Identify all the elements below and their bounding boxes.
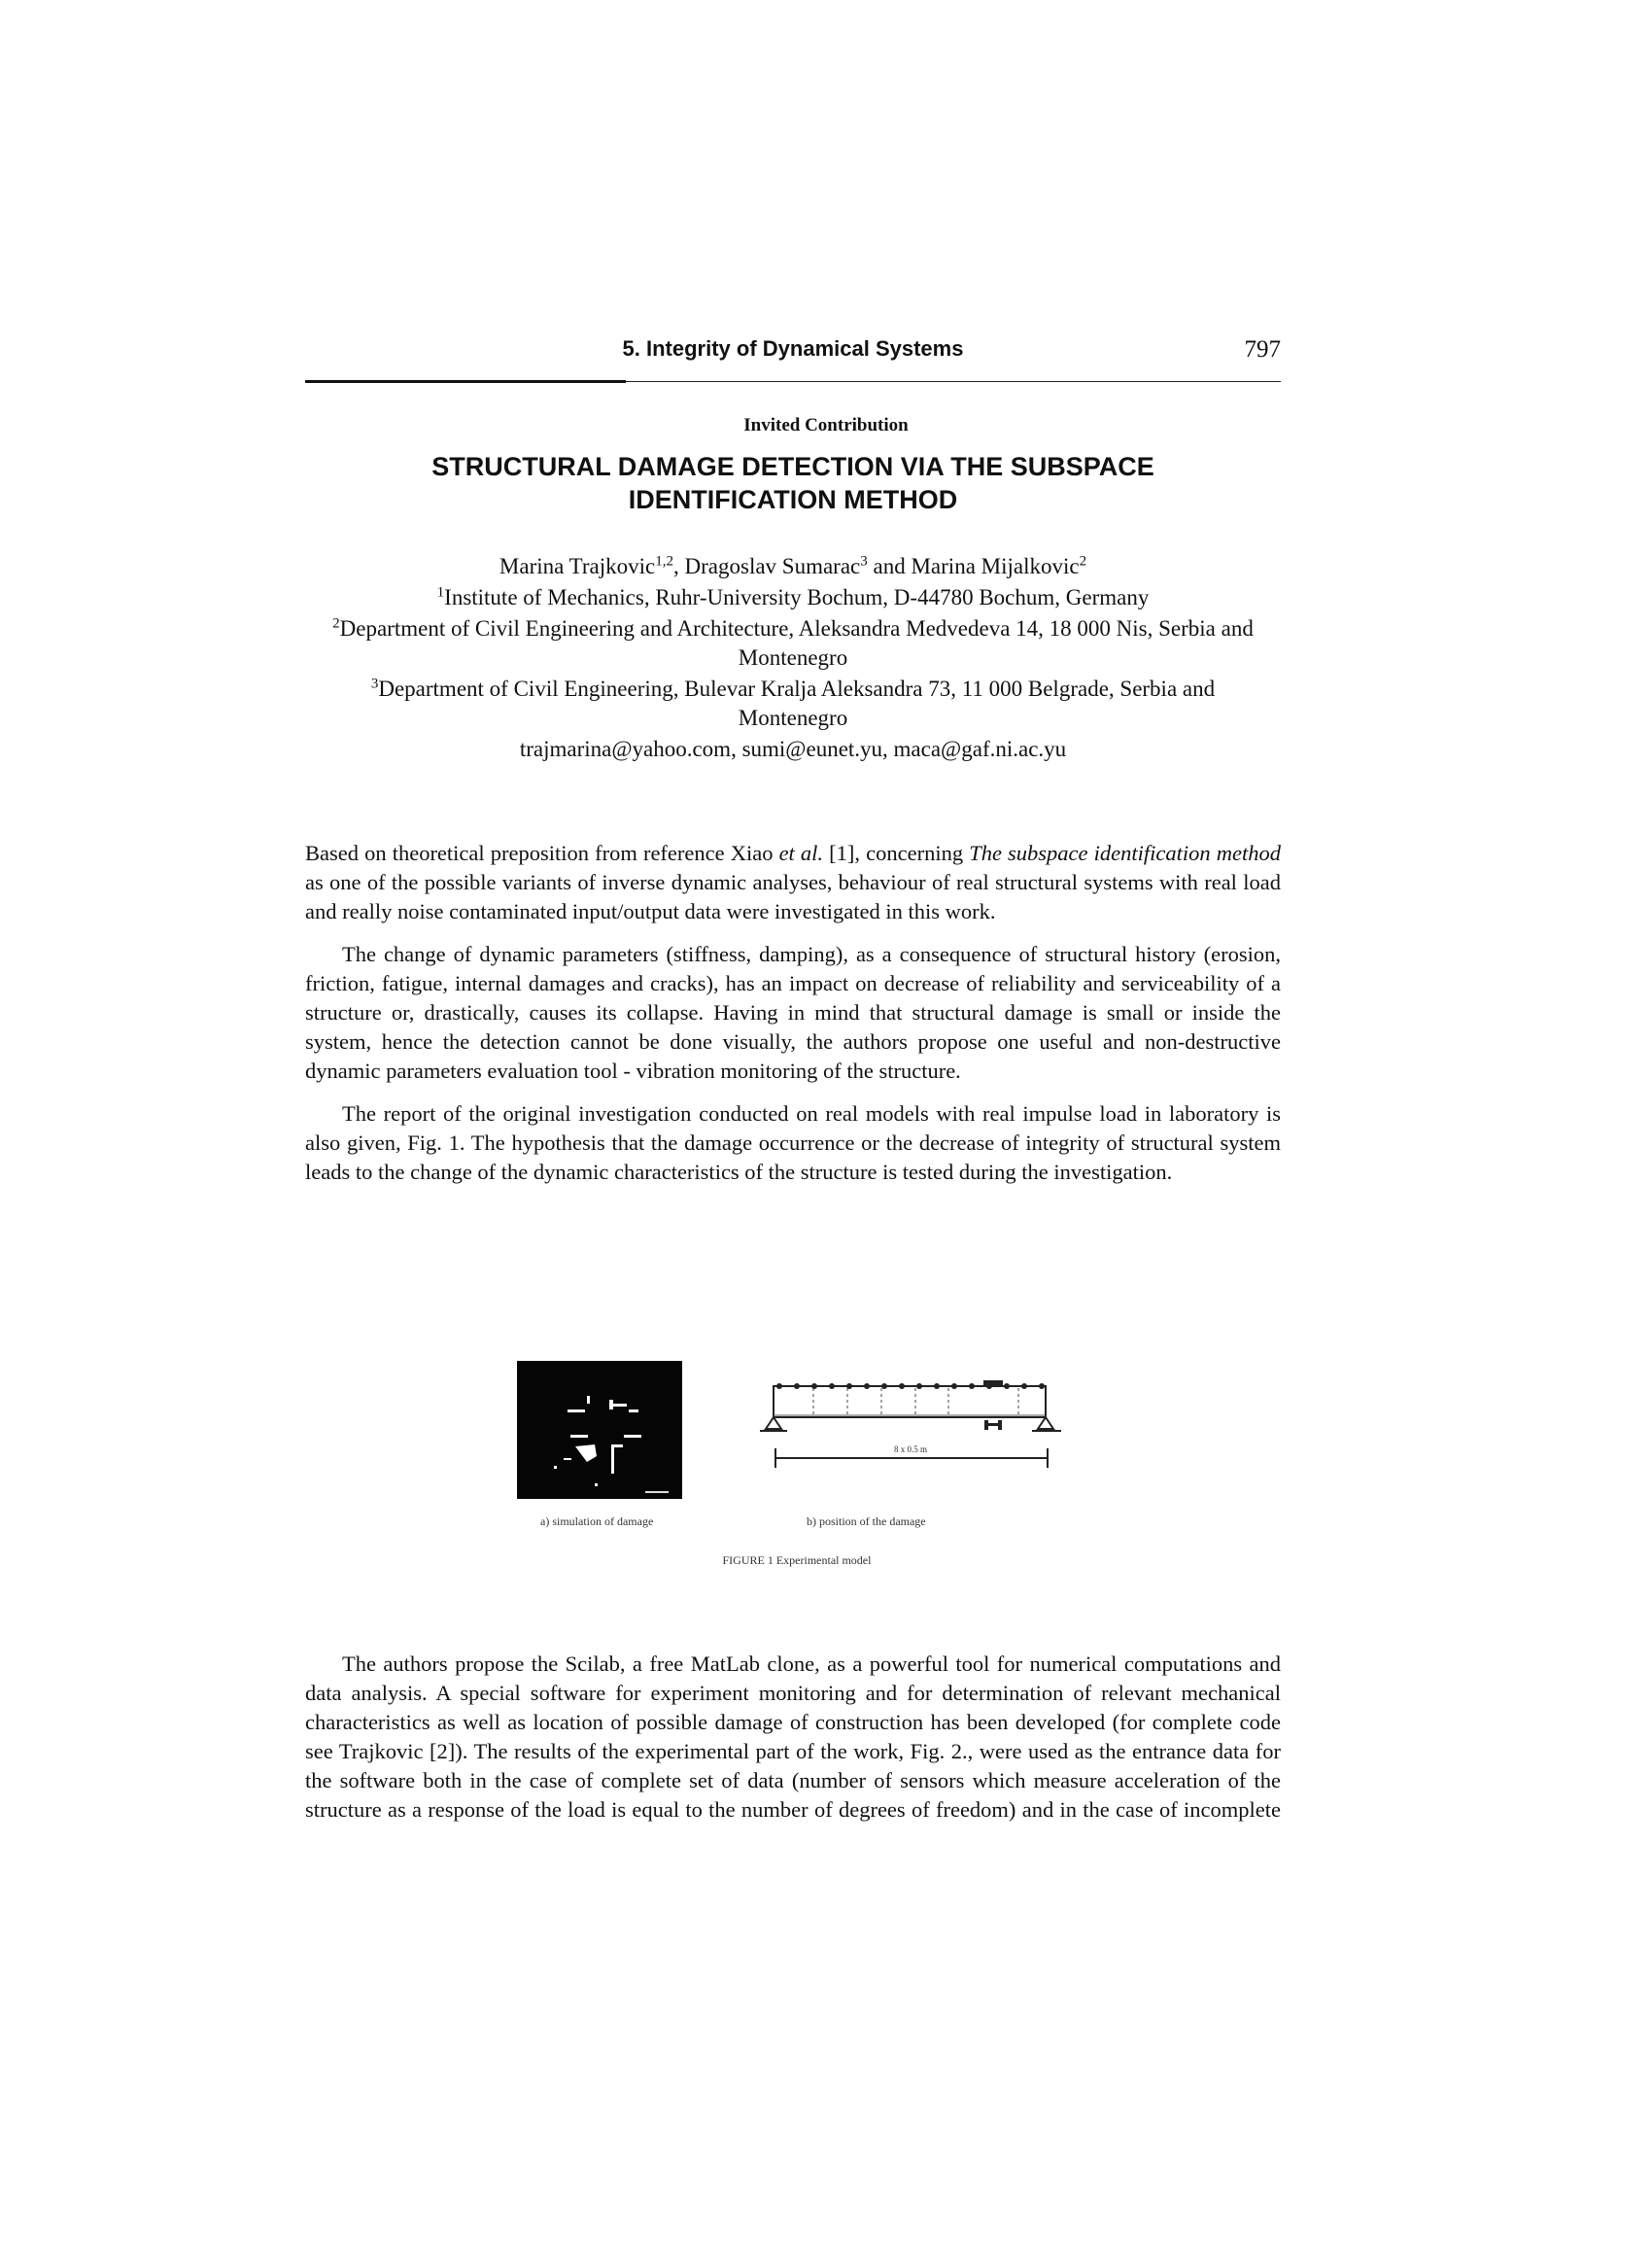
figure-1 (515, 1359, 1079, 1592)
affiliation-2 (305, 614, 1281, 673)
damage-simulation-photo (517, 1361, 682, 1499)
author-affil-sup: 2 (1079, 553, 1087, 570)
affiliation-sup: 1 (436, 584, 445, 601)
author-block (305, 552, 1281, 766)
running-title: 5. Integrity of Dynamical Systems (622, 336, 964, 361)
beam-drawing (758, 1367, 1079, 1483)
affiliation-text: Department of Civil Engineering and Architecture, Aleksandra Medvedeva 14, 18 000 Nis, Serbia and Montenegro (339, 616, 1254, 670)
affiliation-sup: 2 (332, 615, 340, 632)
header-rule-thick (305, 380, 626, 383)
text-run-italic: et al. (778, 841, 824, 865)
paragraph-4: The authors propose the Scilab, a free MatLab clone, as a powerful tool for numerical computations and data analysis. A special software for experiment monitoring and for determination of relevant mechanical characteristics as well as location of possible damage of construction has been developed (for complete code see Trajkovic [2]). The results of the experimental part of the work, Fig. 2., were used as the entrance data for the software both in the case of complete set of data (number of sensors which measure acceleration of the structure as a response of the load is equal to the number of degrees of freedom) and in the case of incomplete (305, 1652, 1281, 1822)
affiliation-1 (305, 583, 1281, 612)
affiliation-text: Department of Civil Engineering, Bulevar Kralja Aleksandra 73, 11 000 Belgrade, Serbia and Montenegro (378, 677, 1216, 730)
beam-diagram (758, 1367, 1079, 1483)
paragraph-1 (305, 839, 1281, 926)
affiliation-sup: 3 (370, 676, 379, 692)
author-separator: and (867, 554, 912, 578)
author-affil-sup: 1,2 (655, 553, 674, 570)
title-line-2: IDENTIFICATION METHOD (628, 485, 958, 514)
text-run-italic: The subspace identification method (969, 841, 1281, 865)
text-run: [1], concerning (823, 841, 970, 865)
author-affil-sup: 3 (860, 553, 868, 570)
author-list (305, 552, 1281, 581)
photo-image (517, 1361, 682, 1499)
author-name: Dragoslav Sumarac (684, 554, 861, 578)
affiliation-3 (305, 675, 1281, 733)
article-title (305, 450, 1281, 516)
page-number: 797 (1244, 336, 1281, 363)
author-name: Marina Mijalkovic (911, 554, 1080, 578)
beam-span-label: 8 x 0.5 m (894, 1444, 928, 1454)
author-name: Marina Trajkovic (499, 554, 656, 578)
affiliation-text: Institute of Mechanics, Ruhr-University Bochum, D-44780 Bochum, Germany (444, 585, 1150, 609)
running-header (305, 336, 1281, 365)
text-run: as one of the possible variants of inverse dynamic analyses, behaviour of real structural systems with real load and really noise contaminated input/output data were investigated in this work. (305, 870, 1281, 923)
author-emails: trajmarina@yahoo.com, sumi@eunet.yu, maca@gaf.ni.ac.yu (519, 737, 1067, 761)
figure-label-b: b) position of the damage (807, 1514, 926, 1528)
paragraph-3: The report of the original investigation conducted on real models with real impulse load in laboratory is also given, Fig. 1. The hypothesis that the damage occurrence or the decrease of integrity of structural system leads to the change of the dynamic characteristics of the structure is tested during the investigation. (305, 1101, 1281, 1184)
paragraph-2: The change of dynamic parameters (stiffness, damping), as a consequence of structural history (erosion, friction, fatigue, internal damages and cracks), has an impact on decrease of reliability and serviceability of a structure or, drastically, causes its collapse. Having in mind that structural damage is small or inside the system, hence the detection cannot be done visually, the authors propose one useful and non-destructive dynamic parameters evaluation tool - vibration monitoring of the structure. (305, 942, 1281, 1083)
figure-label-a: a) simulation of damage (540, 1514, 654, 1528)
body-section-2 (305, 1650, 1281, 1838)
author-separator: , (673, 554, 685, 578)
body-section-1 (305, 839, 1281, 1200)
text-run: Based on theoretical preposition from reference Xiao (305, 841, 779, 865)
figure-caption: FIGURE 1 Experimental model (722, 1553, 872, 1567)
article-label: Invited Contribution (743, 415, 909, 435)
title-line-1: STRUCTURAL DAMAGE DETECTION VIA THE SUBSPACE (431, 452, 1154, 481)
